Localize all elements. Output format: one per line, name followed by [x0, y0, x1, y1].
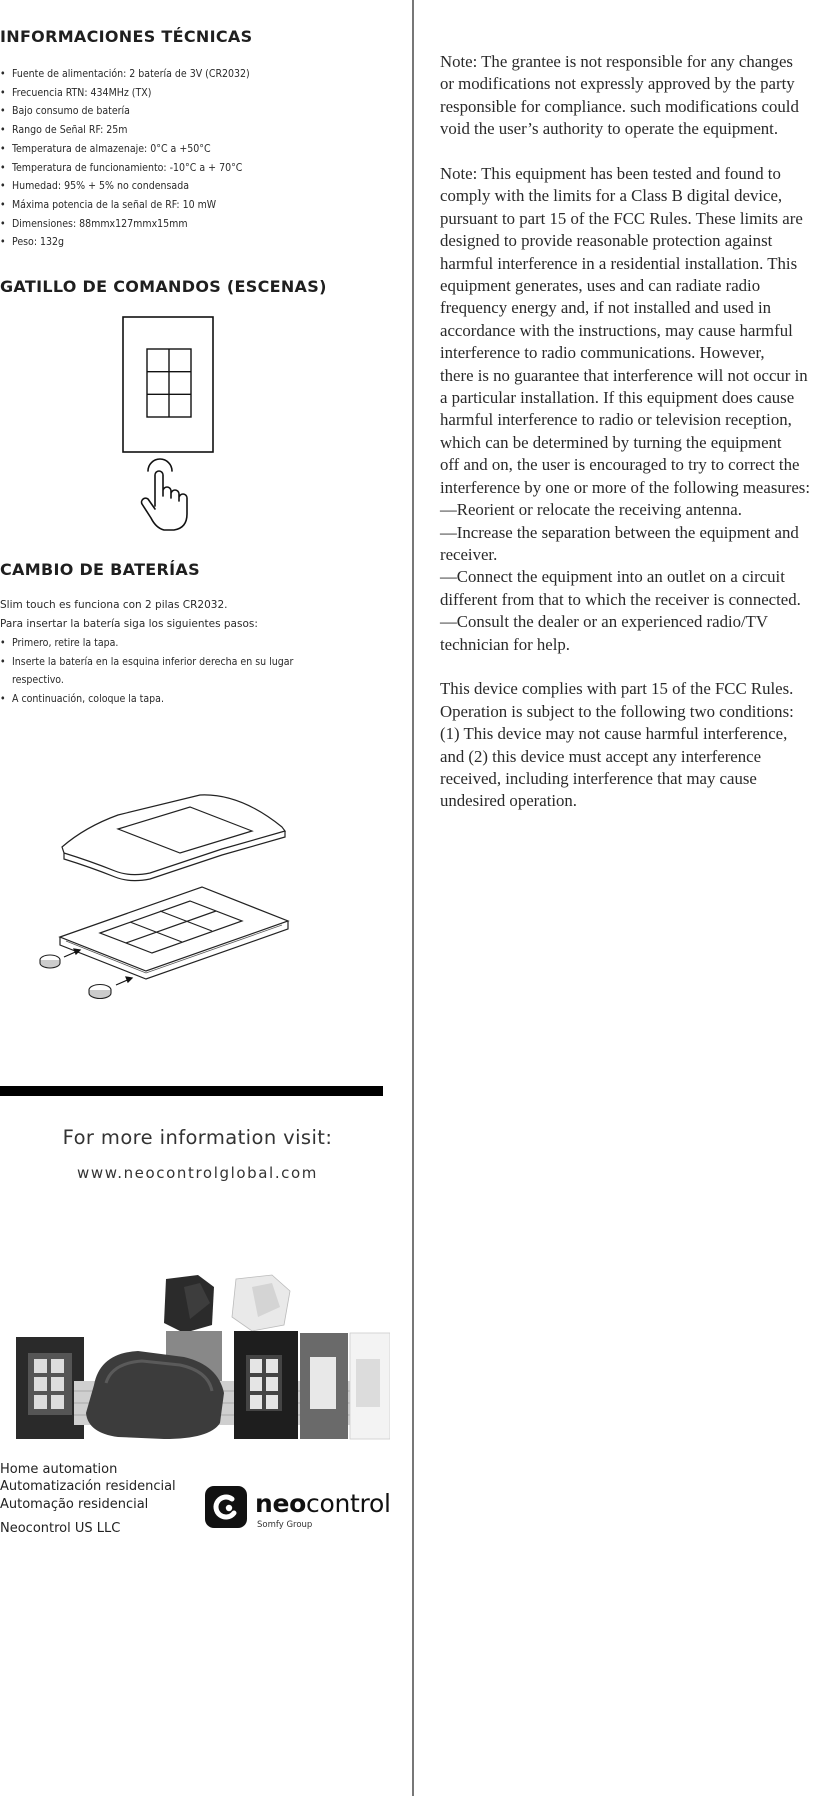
- fcc-line: void the user’s authority to operate the equipment.: [440, 119, 779, 139]
- technical-item: • Bajo consumo de batería: [0, 102, 250, 121]
- fcc-line: responsible for compliance. such modifications could: [440, 96, 799, 116]
- fcc-line: there is no guarantee that interference will not occur in: [440, 365, 808, 385]
- technical-title: INFORMACIONES TÉCNICAS: [0, 27, 253, 46]
- fcc-paragraph-1: [440, 51, 833, 141]
- fcc-paragraph-2: [440, 163, 833, 656]
- battery-step: • A continuación, coloque la tapa.: [0, 690, 322, 709]
- fcc-line: Operation is subject to the following two conditions:: [440, 701, 794, 721]
- fcc-line: receiver.: [440, 544, 498, 564]
- fcc-line: received, including interference that may cause: [440, 768, 757, 788]
- fcc-line: —Reorient or relocate the receiving antenna.: [440, 500, 742, 520]
- technical-item: • Rango de Señal RF: 25m: [0, 121, 250, 140]
- fcc-line: frequency energy and, if not installed and used in: [440, 298, 772, 318]
- fcc-line: which can be determined by turning the equipment: [440, 432, 782, 452]
- scene-switch-illustration: [120, 314, 220, 534]
- neocontrol-logo-icon: [205, 1486, 247, 1528]
- footer-line: Automação residencial: [0, 1497, 149, 1512]
- battery-intro-2: Para insertar la batería siga los siguientes pasos:: [0, 618, 258, 630]
- website-link[interactable]: www.neocontrolglobal.com: [76, 1164, 319, 1182]
- fcc-line: harmful interference to radio or television reception,: [440, 410, 792, 430]
- fcc-line: technician for help.: [440, 634, 570, 654]
- battery-title: CAMBIO DE BATERÍAS: [0, 560, 200, 579]
- touch-hand-icon: [142, 459, 187, 530]
- battery-step: • Primero, retire la tapa.: [0, 634, 322, 653]
- fcc-line: comply with the limits for a Class B digital device,: [440, 186, 783, 206]
- fcc-line: (1) This device may not cause harmful interference,: [440, 724, 788, 744]
- coin-battery: [89, 985, 111, 999]
- fcc-line: or modifications not expressly approved by the party: [440, 74, 795, 94]
- fcc-line: interference by one or more of the following measures:: [440, 477, 810, 497]
- fcc-line: —Consult the dealer or an experienced radio/TV: [440, 612, 769, 632]
- company-name: Neocontrol US LLC: [0, 1521, 121, 1536]
- brand-wordmark: [255, 1490, 391, 1518]
- fcc-line: and (2) this device must accept any interference: [440, 746, 762, 766]
- technical-list: [0, 65, 250, 252]
- brand-subtitle: Somfy Group: [257, 1520, 313, 1530]
- fcc-line: equipment generates, uses and can radiate radio: [440, 276, 761, 296]
- section-bar: [0, 1086, 383, 1096]
- coin-battery: [40, 955, 60, 968]
- battery-exploded-illustration: [30, 785, 300, 1005]
- fcc-line: undesired operation.: [440, 791, 578, 811]
- technical-item: • Temperatura de almazenaje: 0°C a +50°C: [0, 140, 250, 159]
- technical-item: • Dimensiones: 88mmx127mmx15mm: [0, 215, 250, 234]
- products-photo: [14, 1273, 390, 1443]
- fcc-line: —Connect the equipment into an outlet on a circuit: [440, 567, 785, 587]
- fcc-line: harmful interference in a residential installation. This: [440, 253, 798, 273]
- fcc-line: Note: The grantee is not responsible for any changes: [440, 52, 793, 71]
- more-info-heading: For more information visit:: [62, 1126, 333, 1149]
- fcc-line: interference to radio communications. However,: [440, 343, 765, 363]
- fcc-line: Note: This equipment has been tested and found to: [440, 164, 781, 184]
- battery-intro-1: Slim touch es funciona con 2 pilas CR2032.: [0, 599, 228, 611]
- fcc-paragraph-3: [440, 678, 833, 812]
- footer-line: Home automation: [0, 1462, 118, 1477]
- fcc-line: accordance with the instructions, may cause harmful: [440, 320, 793, 340]
- fcc-line: This device complies with part 15 of the FCC Rules.: [440, 679, 794, 699]
- technical-item: • Fuente de alimentación: 2 batería de 3V (CR2032): [0, 65, 250, 84]
- fcc-line: pursuant to part 15 of the FCC Rules. These limits are: [440, 208, 803, 228]
- battery-step: • Inserte la batería en la esquina inferior derecha en su lugar respectivo.: [0, 653, 322, 690]
- neocontrol-logo: [205, 1486, 390, 1536]
- fcc-line: off and on, the user is encouraged to try to correct the: [440, 455, 800, 475]
- brand-light: control: [306, 1489, 391, 1518]
- battery-steps: [0, 634, 322, 709]
- technical-item: • Peso: 132g: [0, 233, 250, 252]
- footer-line: Automatización residencial: [0, 1479, 176, 1494]
- technical-item: • Máxima potencia de la señal de RF: 10 mW: [0, 196, 250, 215]
- fcc-statement: [440, 51, 833, 835]
- technical-item: • Temperatura de funcionamiento: -10°C a + 70°C: [0, 159, 250, 178]
- fcc-line: a particular installation. If this equipment does cause: [440, 388, 795, 408]
- technical-item: • Frecuencia RTN: 434MHz (TX): [0, 84, 250, 103]
- column-divider: [412, 0, 414, 1796]
- fcc-line: —Increase the separation between the equipment and: [440, 522, 799, 542]
- scenes-title: GATILLO DE COMANDOS (ESCENAS): [0, 277, 327, 296]
- technical-item: • Humedad: 95% + 5% no condensada: [0, 177, 250, 196]
- fcc-line: different from that to which the receiver is connected.: [440, 589, 801, 609]
- fcc-line: designed to provide reasonable protection against: [440, 231, 773, 251]
- brand-bold: neo: [255, 1489, 307, 1518]
